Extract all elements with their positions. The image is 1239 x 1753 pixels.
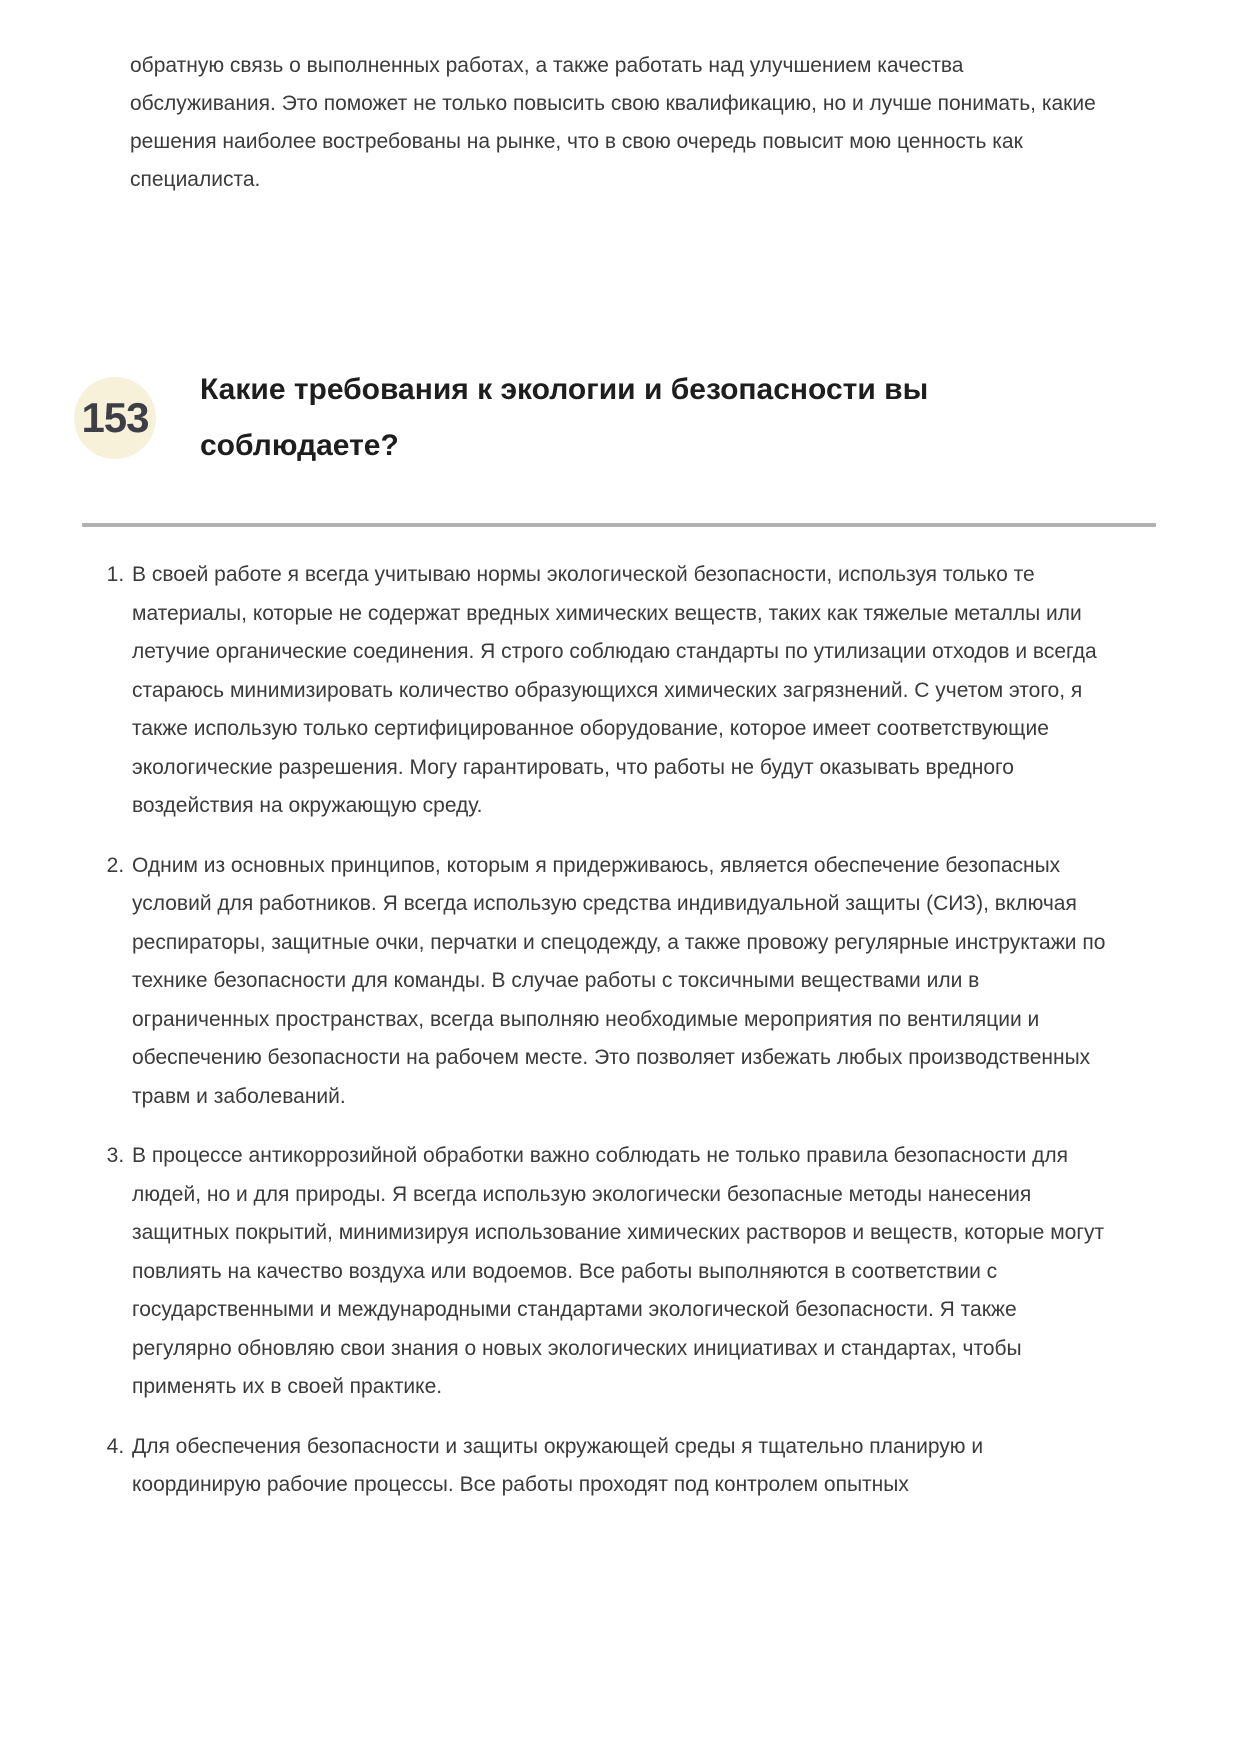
question-number-badge: 153 [74,377,156,459]
answer-item-3: 3. В процессе антикоррозийной обработки важно соблюдать не только правила безопасности для людей, но и для природы. Я всегда использую экологически безопасные методы нанесения защитных покрытий, минимизируя использование химических растворов и веществ, которые могут повлиять на качество воздуха или водоемов. Все работы выполняются в соответствии с государственными и международными стандартами экологической безопасности. Я также регулярно обновляю свои знания о новых экологических инициативах и стандартах, чтобы применять их в своей практике. [130,1137,1115,1407]
answer-item-1: 1. В своей работе я всегда учитываю нормы экологической безопасности, используя только те материалы, которые не содержат вредных химических веществ, таких как тяжелые металлы или летучие органические соединения. Я строго соблюдаю стандарты по утилизации отходов и всегда стараюсь минимизировать количество образующихся химических загрязнений. С учетом этого, я также использую только сертифицированное оборудование, которое имеет соответствующие экологические разрешения. Могу гарантировать, что работы не будут оказывать вредного воздействия на окружающую среду. [130,556,1115,826]
question-title: Какие требования к экологии и безопасности вы соблюдаете? [200,373,929,462]
section-divider [82,523,1156,527]
answers-list [102,556,1115,1505]
intro-paragraph: обратную связь о выполненных работах, а также работать над улучшением качества обслуживания. Это поможет не только повысить свою квалификацию, но и лучше понимать, какие решения наиболее востребованы на рынке, что в свою очередь повысит мою ценность как специалиста. [130,54,1096,191]
document-page [0,47,1239,1753]
question-header [74,362,1155,474]
answer-item-4: 4. Для обеспечения безопасности и защиты окружающей среды я тщательно планирую и координирую рабочие процессы. Все работы проходят под контролем опытных [130,1428,1115,1505]
answer-item-2: 2. Одним из основных принципов, которым я придерживаюсь, является обеспечение безопасных условий для работников. Я всегда использую средства индивидуальной защиты (СИЗ), включая респираторы, защитные очки, перчатки и спецодежду, а также провожу регулярные инструктажи по технике безопасности для команды. В случае работы с токсичными веществами или в ограниченных пространствах, всегда выполняю необходимые мероприятия по вентиляции и обеспечению безопасности на рабочем месте. Это позволяет избежать любых производственных травм и заболеваний. [130,847,1115,1117]
